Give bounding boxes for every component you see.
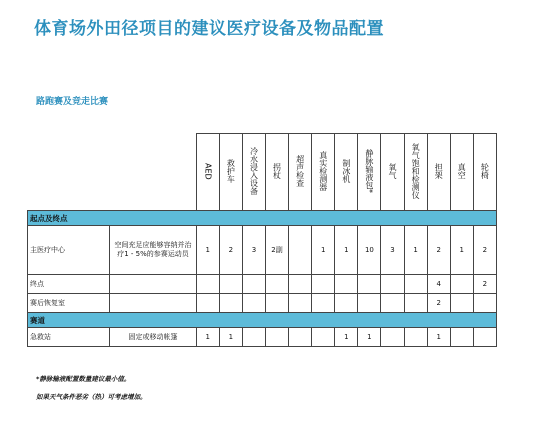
row-name: 急救站 xyxy=(28,328,110,347)
table-row xyxy=(28,294,497,313)
table-cell xyxy=(312,328,335,347)
page-title: 体育场外田径项目的建议医疗设备及物品配置 xyxy=(34,19,384,39)
column-header-label: 担架 xyxy=(434,163,444,179)
header-row xyxy=(28,134,497,211)
table-cell xyxy=(196,275,219,294)
section-subtitle: 路跑赛及竞走比赛 xyxy=(36,97,109,107)
table-cell: 4 xyxy=(427,275,450,294)
table-cell: 2 xyxy=(427,294,450,313)
table-cell: 2 xyxy=(473,226,496,275)
row-name: 主医疗中心 xyxy=(28,226,110,275)
column-header xyxy=(219,134,242,211)
table-cell xyxy=(381,294,404,313)
column-header xyxy=(242,134,265,211)
column-header-label: 超声检查 xyxy=(295,155,305,187)
table-cell xyxy=(381,275,404,294)
table-cell: 2 xyxy=(427,226,450,275)
row-desc: 固定或移动帐篷 xyxy=(110,328,196,347)
table-cell: 2 xyxy=(473,275,496,294)
row-name: 终点 xyxy=(28,275,110,294)
table-cell xyxy=(289,226,312,275)
table-cell: 1 xyxy=(312,226,335,275)
section-label: 赛道 xyxy=(28,313,497,328)
table-cell: 1 xyxy=(335,226,358,275)
table-cell xyxy=(335,294,358,313)
table-cell xyxy=(312,294,335,313)
row-name: 赛后恢复室 xyxy=(28,294,110,313)
column-header-label: AED xyxy=(203,162,213,180)
column-header xyxy=(404,134,427,211)
table-cell xyxy=(335,275,358,294)
column-header-label: 静脉输液包* xyxy=(364,149,374,193)
section-label: 起点及终点 xyxy=(28,211,497,226)
table-cell xyxy=(450,328,473,347)
column-header xyxy=(427,134,450,211)
table-cell: 10 xyxy=(358,226,381,275)
column-header-label: 氧气饱和检测仪 xyxy=(411,143,421,199)
footnote: 如果天气条件恶劣（热）可考虑增加。 xyxy=(36,393,147,401)
column-header xyxy=(381,134,404,211)
column-header-label: 拐杖 xyxy=(272,163,282,179)
column-header-label: 真实检测器 xyxy=(318,151,328,191)
column-header xyxy=(450,134,473,211)
table-cell: 1 xyxy=(196,328,219,347)
table-cell xyxy=(265,294,288,313)
row-desc xyxy=(110,294,196,313)
header-blank xyxy=(110,134,196,211)
column-header-label: 救护车 xyxy=(226,159,236,183)
table-cell xyxy=(289,328,312,347)
table-cell xyxy=(404,328,427,347)
table-cell xyxy=(381,328,404,347)
equipment-table xyxy=(27,133,497,347)
table-cell: 1 xyxy=(450,226,473,275)
row-desc: 空间充足应能够容纳并治疗1 - 5%的参赛运动员 xyxy=(110,226,196,275)
column-header xyxy=(265,134,288,211)
table-cell: 1 xyxy=(358,328,381,347)
table-cell: 1 xyxy=(427,328,450,347)
table-cell: 1 xyxy=(335,328,358,347)
column-header xyxy=(473,134,496,211)
column-header-label: 氧气 xyxy=(388,163,397,179)
table-cell: 2副 xyxy=(265,226,288,275)
header-blank xyxy=(28,134,110,211)
table-cell xyxy=(219,294,242,313)
column-header-label: 真空 xyxy=(457,163,467,179)
table-cell: 1 xyxy=(219,328,242,347)
table-cell xyxy=(242,328,265,347)
table-cell xyxy=(265,328,288,347)
table-cell: 2 xyxy=(219,226,242,275)
column-header-label: 制冰机 xyxy=(341,159,351,183)
table-cell xyxy=(196,294,219,313)
footnote: *静脉输液配置数量建议最小值。 xyxy=(36,375,131,383)
table-row xyxy=(28,328,497,347)
column-header-label: 冷水浸入设备 xyxy=(249,147,259,195)
column-header xyxy=(312,134,335,211)
table-cell xyxy=(265,275,288,294)
table-cell xyxy=(358,294,381,313)
table-cell xyxy=(242,275,265,294)
column-header-label: 轮椅 xyxy=(480,163,490,179)
section-row xyxy=(28,211,497,226)
table-cell xyxy=(289,294,312,313)
table-row xyxy=(28,226,497,275)
column-header xyxy=(335,134,358,211)
column-header xyxy=(289,134,312,211)
table-cell xyxy=(242,294,265,313)
table-cell xyxy=(358,275,381,294)
column-header xyxy=(358,134,381,211)
table-cell xyxy=(473,328,496,347)
row-desc xyxy=(110,275,196,294)
table-cell: 3 xyxy=(381,226,404,275)
table-cell xyxy=(404,294,427,313)
table-cell: 3 xyxy=(242,226,265,275)
table-cell xyxy=(312,275,335,294)
table-cell xyxy=(473,294,496,313)
table-cell xyxy=(404,275,427,294)
table-cell xyxy=(450,275,473,294)
table-cell: 1 xyxy=(404,226,427,275)
column-header xyxy=(196,134,219,211)
table-cell xyxy=(219,275,242,294)
table-cell xyxy=(289,275,312,294)
table-row xyxy=(28,275,497,294)
table-cell: 1 xyxy=(196,226,219,275)
section-row xyxy=(28,313,497,328)
table-cell xyxy=(450,294,473,313)
